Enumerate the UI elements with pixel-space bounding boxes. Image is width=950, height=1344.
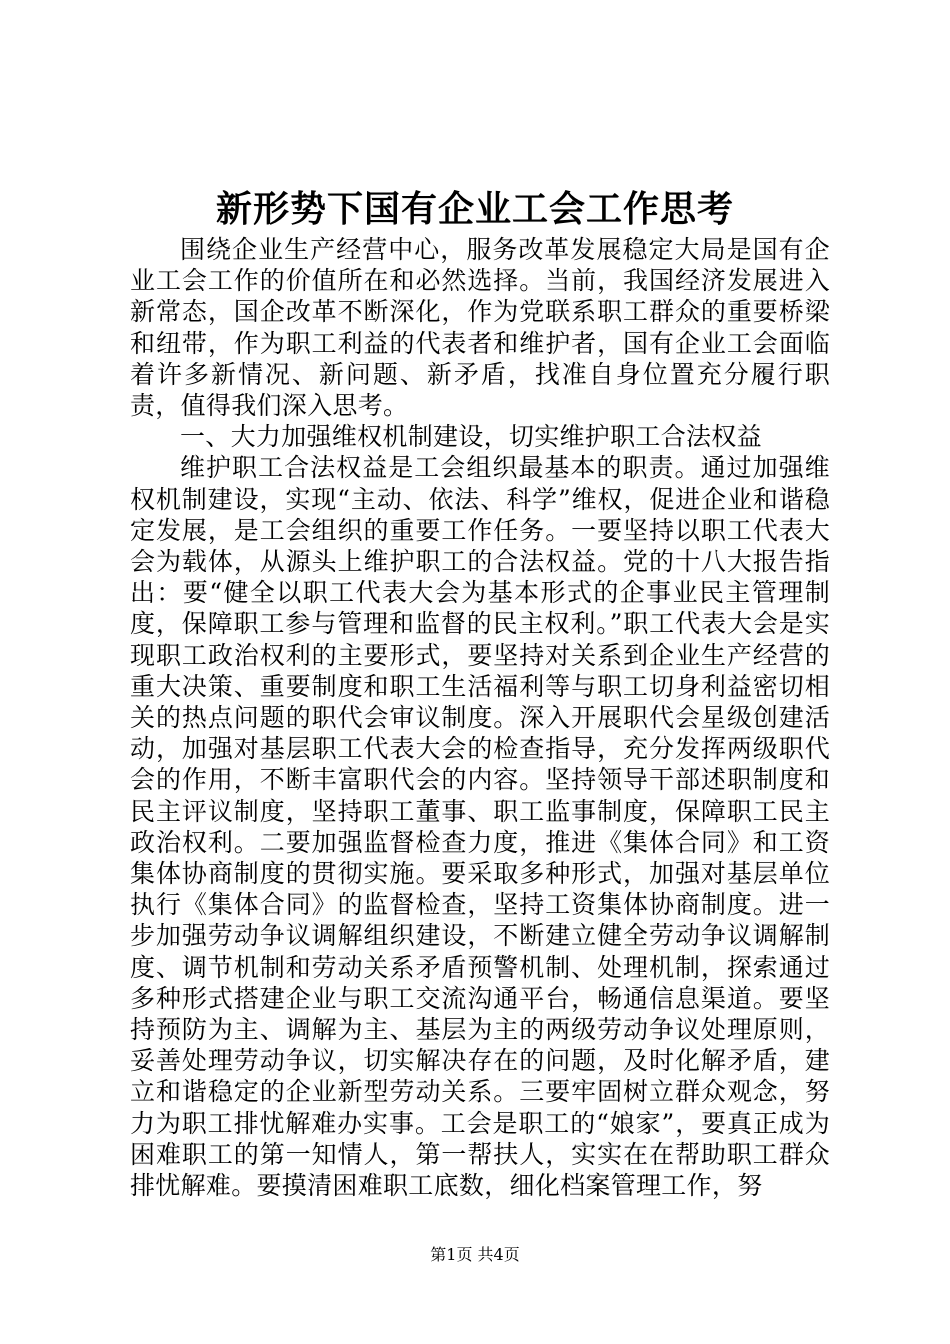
document-title: 新形势下国有企业工会工作思考 [215,188,734,230]
page-number-footer: 第1页 共4页 [430,1245,520,1264]
section-heading: 一、大力加强维权机制建设，切实维护职工合法权益 [180,422,762,452]
body-paragraph: 维护职工合法权益是工会组织最基本的职责。通过加强维权机制建设，实现“主动、依法、科学”维权，促进企业和谐稳定发展，是工会组织的重要工作任务。一要坚持以职工代表大会为载体，从源头上维护职工的合法权益。党的十八大报告指出：要“健全以职工代表大会为基本形式的企事业民主管理制度，保障职工参与管理和监督的民主权利。”职工代表大会是实现职工政治权利的主要形式，要坚持对关系到企业生产经营的重大决策、重要制度和职工生活福利等与职工切身利益密切相关的热点问题的职代会审议制度。深入开展职代会星级创建活动，加强对基层职工代表大会的检查指导，充分发挥两级职代会的作用，不断丰富职代会的内容。坚持领导干部述职制度和民主评议制度，坚持职工董事、职工监事制度，保障职工民主政治权利。二要加强监督检查力度，推进《集体合同》和工资集体协商制度的贯彻实施。要采取多种形式，加强对基层单位执行《集体合同》的监督检查，坚持工资集体协商制度。进一步加强劳动争议调解组织建设，不断建立健全劳动争议调解制度、调节机制和劳动关系矛盾预警机制、处理机制，探索通过多种形式搭建企业与职工交流沟通平台，畅通信息渠道。要坚持预防为主、调解为主、基层为主的两级劳动争议处理原则，妥善处理劳动争议，切实解决存在的问题，及时化解矛盾，建立和谐稳定的企业新型劳动关系。三要牢固树立群众观念，努力为职工排忧解难办实事。工会是职工的“娘家”，要真正成为困难职工的第一知情人，第一帮扶人，实实在在帮助职工群众排忧解难。要摸清困难职工底数，细化档案管理工作，努 [130,453,830,1201]
document-body [130,234,830,1201]
body-paragraph: 围绕企业生产经营中心，服务改革发展稳定大局是国有企业工会工作的价值所在和必然选择。当前，我国经济发展进入新常态，国企改革不断深化，作为党联系职工群众的重要桥梁和纽带，作为职工利益的代表者和维护者，国有企业工会面临着许多新情况、新问题、新矛盾，找准自身位置充分履行职责，值得我们深入思考。 [130,235,830,421]
